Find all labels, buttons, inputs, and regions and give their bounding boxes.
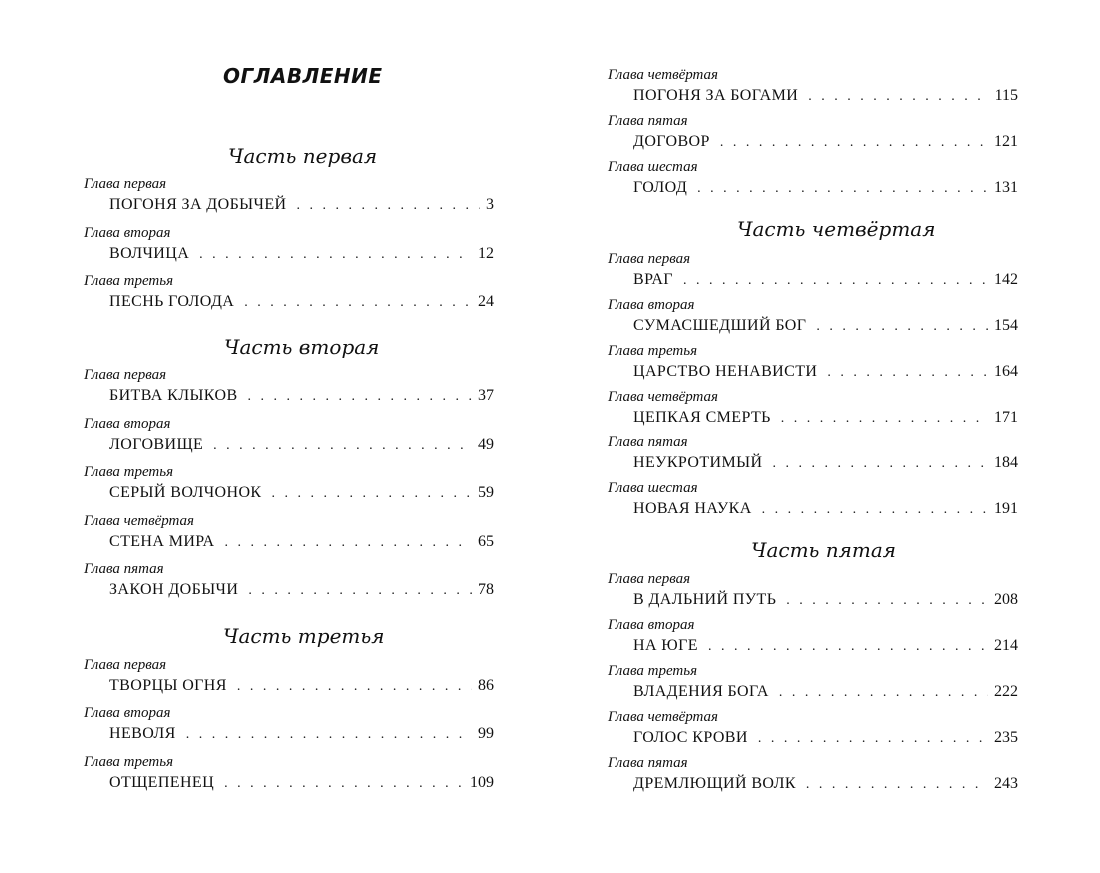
chapter-entry [608,755,1018,795]
dot-leader [758,728,988,750]
dot-leader [762,499,988,521]
chapter-number: Глава пятая [608,755,688,771]
chapter-line [633,177,1018,199]
chapter-line [633,269,1018,291]
chapter-title: СУМАСШЕДШИЙ БОГ [633,317,807,334]
chapter-title: ПОГОНЯ ЗА БОГАМИ [633,87,799,104]
page-number: 214 [994,637,1018,654]
page-number: 59 [478,484,494,501]
chapter-entry [84,657,494,697]
part-heading: Часть вторая [224,335,380,359]
chapter-line [633,773,1018,795]
chapter-title: НОВАЯ НАУКА [633,500,752,517]
chapter-number: Глава третья [84,273,174,289]
chapter-title: ПЕСНЬ ГОЛОДА [109,293,235,310]
page-number: 78 [478,581,494,598]
chapter-title: НЕВОЛЯ [109,725,176,742]
chapter-entry [608,251,1018,291]
chapter-number: Глава пятая [84,561,164,577]
page-number: 208 [994,591,1018,608]
chapter-number: Глава вторая [84,225,171,241]
chapter-entry [608,297,1018,337]
chapter-line [633,315,1018,337]
chapter-line [109,243,494,265]
dot-leader [186,724,472,746]
part-heading: Часть четвёртая [737,217,936,241]
page-number: 235 [994,729,1018,746]
chapter-number: Глава первая [608,251,691,267]
page-number: 12 [478,245,494,262]
chapter-line [109,194,494,216]
dot-leader [708,636,988,658]
chapter-title: ЛОГОВИЩЕ [109,436,204,453]
chapter-number: Глава четвёртая [608,709,719,725]
chapter-title: ЦЕПКАЯ СМЕРТЬ [633,409,771,426]
chapter-title: СТЕНА МИРА [109,533,215,550]
dot-leader [697,178,988,200]
dot-leader [271,483,472,505]
chapter-number: Глава пятая [608,113,688,129]
chapter-line [633,589,1018,611]
chapter-line [633,452,1018,474]
page-number: 164 [994,363,1018,380]
page-number: 24 [478,293,494,310]
chapter-number: Глава четвёртая [84,513,195,529]
page-number: 154 [994,317,1018,334]
chapter-entry [608,389,1018,429]
page-number: 109 [470,774,494,791]
chapter-title: В ДАЛЬНИЙ ПУТЬ [633,591,777,608]
chapter-line [633,635,1018,657]
dot-leader [225,532,472,554]
chapter-line [633,681,1018,703]
page-number: 184 [994,454,1018,471]
chapter-entry [84,464,494,504]
chapter-number: Глава четвёртая [608,389,719,405]
page-number: 49 [478,436,494,453]
chapter-number: Глава пятая [608,434,688,450]
dot-leader [683,270,988,292]
dot-leader [213,435,472,457]
dot-leader [296,195,480,217]
chapter-entry [608,434,1018,474]
page-number: 3 [486,196,494,213]
dot-leader [720,132,988,154]
chapter-number: Глава вторая [608,297,695,313]
chapter-number: Глава первая [84,176,167,192]
chapter-title: НА ЮГЕ [633,637,698,654]
chapter-entry [84,754,494,794]
dot-leader [808,86,988,108]
dot-leader [199,244,472,266]
chapter-number: Глава первая [84,367,167,383]
dot-leader [827,362,988,384]
chapter-number: Глава первая [608,571,691,587]
chapter-line [109,772,494,794]
page-number: 222 [994,683,1018,700]
chapter-entry [608,663,1018,703]
page-number: 115 [994,87,1018,104]
chapter-title: НЕУКРОТИМЫЙ [633,454,763,471]
chapter-number: Глава вторая [608,617,695,633]
chapter-title: ТВОРЦЫ ОГНЯ [109,677,227,694]
dot-leader [779,682,988,704]
chapter-entry [84,416,494,456]
page-number: 65 [478,533,494,550]
chapter-title: ВОЛЧИЦА [109,245,190,262]
page-number: 243 [994,775,1018,792]
chapter-number: Глава третья [84,754,174,770]
chapter-line [633,407,1018,429]
chapter-title: ГОЛОД [633,179,688,196]
dot-leader [786,590,988,612]
chapter-line [633,131,1018,153]
chapter-title: ПОГОНЯ ЗА ДОБЫЧЕЙ [109,196,287,213]
chapter-line [109,385,494,407]
chapter-line [109,531,494,553]
chapter-line [109,675,494,697]
dot-leader [237,676,472,698]
chapter-title: ВЛАДЕНИЯ БОГА [633,683,769,700]
chapter-entry [608,159,1018,199]
chapter-entry [608,113,1018,153]
chapter-line [109,579,494,601]
chapter-number: Глава первая [84,657,167,673]
dot-leader [781,408,988,430]
chapter-title: ДРЕМЛЮЩИЙ ВОЛК [633,775,796,792]
part-heading: Часть третья [223,624,385,648]
page-number: 121 [994,133,1018,150]
chapter-entry [84,705,494,745]
page-number: 37 [478,387,494,404]
part-heading: Часть первая [228,144,378,168]
dot-leader [244,292,472,314]
chapter-line [109,723,494,745]
page-number: 131 [994,179,1018,196]
chapter-entry [608,617,1018,657]
chapter-line [633,361,1018,383]
chapter-title: ЦАРСТВО НЕНАВИСТИ [633,363,818,380]
chapter-title: ЗАКОН ДОБЫЧИ [109,581,239,598]
chapter-entry [84,513,494,553]
dot-leader [248,386,472,408]
chapter-entry [84,273,494,313]
toc-heading: ОГЛАВЛЕНИЕ [223,64,383,88]
chapter-entry [608,709,1018,749]
chapter-entry [608,343,1018,383]
page-number: 191 [994,500,1018,517]
chapter-title: БИТВА КЛЫКОВ [109,387,238,404]
chapter-entry [84,176,494,216]
chapter-number: Глава вторая [84,705,171,721]
chapter-entry [84,561,494,601]
chapter-line [633,85,1018,107]
chapter-entry [84,367,494,407]
chapter-entry [608,571,1018,611]
dot-leader [816,316,988,338]
page-number: 99 [478,725,494,742]
chapter-title: СЕРЫЙ ВОЛЧОНОК [109,484,262,501]
page-number: 142 [994,271,1018,288]
chapter-number: Глава третья [608,343,698,359]
part-heading: Часть пятая [751,538,897,562]
chapter-entry [608,480,1018,520]
chapter-number: Глава третья [608,663,698,679]
chapter-number: Глава четвёртая [608,67,719,83]
chapter-number: Глава шестая [608,159,698,175]
chapter-line [109,482,494,504]
chapter-number: Глава вторая [84,416,171,432]
chapter-number: Глава третья [84,464,174,480]
chapter-number: Глава шестая [608,480,698,496]
chapter-line [633,498,1018,520]
chapter-title: ВРАГ [633,271,673,288]
page-number: 86 [478,677,494,694]
chapter-title: ДОГОВОР [633,133,710,150]
chapter-entry [608,67,1018,107]
dot-leader [224,773,464,795]
dot-leader [806,774,988,796]
chapter-line [109,291,494,313]
dot-leader [772,453,988,475]
chapter-line [109,434,494,456]
dot-leader [248,580,472,602]
chapter-title: ГОЛОС КРОВИ [633,729,748,746]
chapter-line [633,727,1018,749]
chapter-entry [84,225,494,265]
chapter-title: ОТЩЕПЕНЕЦ [109,774,215,791]
page-number: 171 [994,409,1018,426]
